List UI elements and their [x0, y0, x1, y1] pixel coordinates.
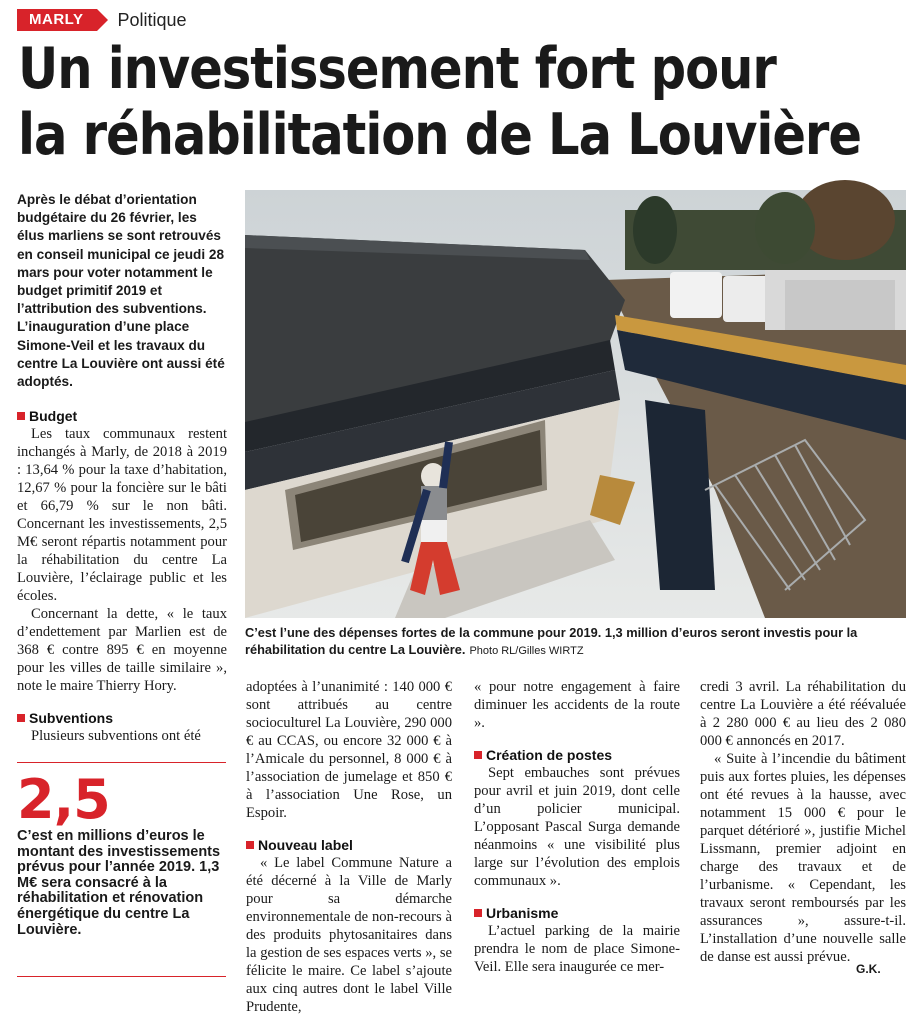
subhead-nouveau-label: Nouveau label — [246, 836, 452, 854]
urbanisme-paragraph-2: « Suite à l’incendie du bâtiment puis aux fortes pluies, les dépenses ont été revues à la hausse, avec notamment 15 000 € pour le parquet détérioré », justifie Michel Lissmann, premier adjoint en charge des travaux et de l’urbanisme. « Cependant, les travaux seront remboursés par les assurances », assure-t-il. L’installation d’une nouvelle salle de danse est aussi prévue. — [700, 751, 906, 965]
headline-line-2: la réhabilitation de La Louvière — [18, 102, 861, 168]
column-3 — [474, 678, 680, 976]
location-tag: MARLY — [17, 9, 97, 31]
subhead-creation-postes: Création de postes — [474, 746, 680, 764]
roof-worker-photo-illustration — [245, 190, 906, 618]
rubric-label: Politique — [117, 9, 187, 30]
urbanisme-paragraph-start: L’actuel parking de la mairie prendra le nom de place Simone-Veil. Elle sera inaugurée ce mer- — [474, 923, 680, 975]
factbox-number: 2,5 — [17, 768, 110, 831]
kicker — [17, 9, 187, 31]
subventions-paragraph-continued: adoptées à l’unanimité : 140 000 € sont attribués au centre socioculturel La Louvière, 290 000 € au CCAS, ou encore 32 000 € à l’Amicale du personnel, 8 000 € à l’association de jumelage et 850 € à l’association Une Rose, un Espoir. — [246, 679, 452, 821]
subhead-urbanisme: Urbanisme — [474, 904, 680, 922]
label-paragraph-continued: « pour notre engagement à faire diminuer les accidents de la route ». — [474, 679, 680, 731]
lead-paragraph: Après le débat d’orientation budgétaire du 26 février, les élus marliens se sont retrouvés en conseil municipal ce jeudi 28 mars pour voter notamment le budget primitif 2019 et l’attribution des subventions. L’inauguration d’une place Simone-Veil et les travaux du centre La Louvière ont aussi été adoptés. — [17, 192, 225, 390]
article-photo — [245, 190, 906, 618]
label-paragraph: « Le label Commune Nature a été décerné à la Ville de Marly pour sa démarche environnementale de non-recours à des produits phytosanitaires dans la gestion de ses espaces verts », se félicite le maire. Ce label s’ajoute aux cinq autres dont le label Ville Prudente, — [246, 855, 452, 1015]
budget-paragraph-1: Les taux communaux restent inchangés à Marly, de 2018 à 2019 : 13,64 % pour la taxe d’habitation, 12,67 % pour la foncière sur le bâti et 66,79 % sur le non bâti. Concernant les investissements, 2,5 M€ seront répartis notamment pour la réhabilitation du centre La Louvière, l’éclairage public et les écoles. — [17, 426, 227, 604]
urbanisme-paragraph-continued: credi 3 avril. La réhabilitation du centre La Louvière a été réévaluée à 2 280 000 € au lieu des 2 080 000 € annoncés en 2017. — [700, 679, 906, 749]
bullet-square-icon — [474, 909, 482, 917]
budget-paragraph-2: Concernant la dette, « le taux d’endettement par Marlien est de 368 € contre 895 € en moyenne pour les villes de taille similaire », note le maire Thierry Hory. — [17, 606, 227, 694]
factbox-top-rule — [17, 762, 226, 763]
column-1 — [17, 407, 227, 745]
factbox-text: C’est en millions d’euros le montant des investissements prévus pour l’année 2019. 1,3 M€ sera consacré à la réhabilitation et rénovation énergétique du centre La Louvière. — [17, 828, 221, 938]
subhead-budget: Budget — [17, 407, 227, 425]
subventions-paragraph-start: Plusieurs subventions ont été — [31, 728, 201, 744]
postes-paragraph: Sept embauches sont prévues pour avril et juin 2019, dont celle d’un policier municipal. L’opposant Pascal Surga demande néanmoins « une visibilité plus large sur l’évolution des emplois communaux ». — [474, 765, 680, 889]
bullet-square-icon — [474, 751, 482, 759]
bullet-square-icon — [246, 841, 254, 849]
headline — [18, 36, 861, 168]
subhead-subventions: Subventions — [17, 709, 227, 727]
factbox-bottom-rule — [17, 976, 226, 977]
budget-text — [17, 425, 227, 695]
author-signature: G.K. — [856, 962, 881, 976]
photo-credit: Photo RL/Gilles WIRTZ — [469, 645, 584, 657]
bullet-square-icon — [17, 714, 25, 722]
photo-caption — [245, 624, 906, 660]
column-2 — [246, 678, 452, 1016]
caption-text: C’est l’une des dépenses fortes de la commune pour 2019. 1,3 million d’euros seront investis pour la réhabilitation du centre La Louvière. — [245, 625, 858, 657]
bullet-square-icon — [17, 412, 25, 420]
column-4 — [700, 678, 906, 966]
headline-line-1: Un investissement fort pour — [18, 36, 776, 102]
